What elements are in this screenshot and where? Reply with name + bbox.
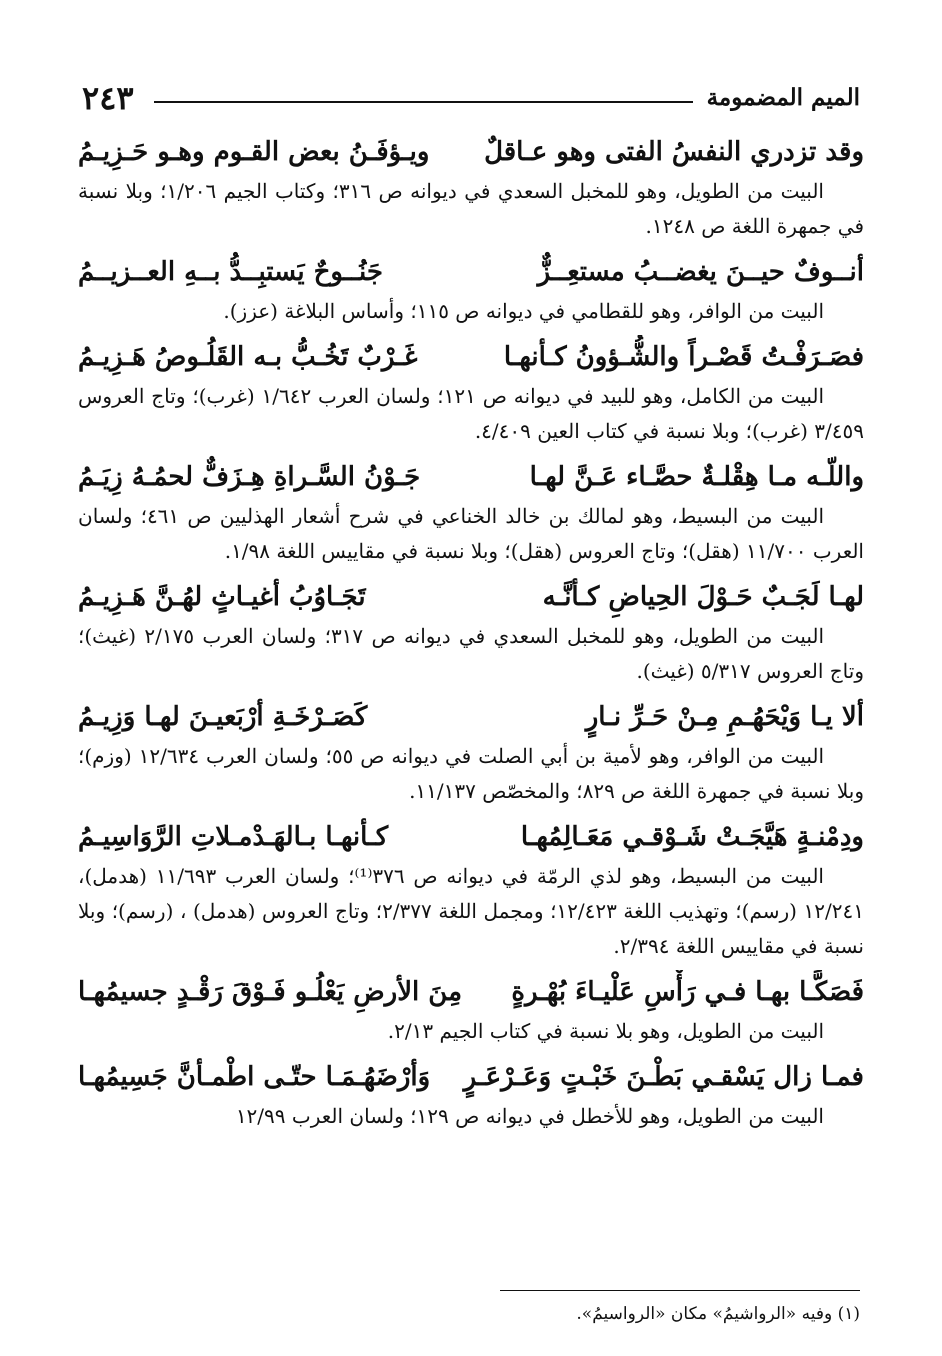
verse-line xyxy=(78,250,864,294)
verse-line xyxy=(78,130,864,174)
first-hemistich: فَصَكَّـا بهـا فـي رَأْسِ عَلْيـاءَ بُهْـرةٍ xyxy=(511,977,864,1007)
first-hemistich: فصَـرَفْـتُ قَصْـراً والشُّـؤونُ كـأنهـا xyxy=(503,342,864,372)
verse-line xyxy=(78,575,864,619)
first-hemistich: واللّـه مـا هِقْلـةٌ حصَّـاء عَـنَّ لهـا xyxy=(529,462,864,492)
second-hemistich: جَـوْنُ السَّـراةِ هِـزَفٌّ لحمُـهُ زِيَـمُ xyxy=(78,462,421,492)
second-hemistich: كَصَـرْخَـةِ أرْبَعيـنَ لهـا وَزِيـمُ xyxy=(78,702,368,732)
page-number: ٢٤٣ xyxy=(82,79,134,117)
second-hemistich: مِنَ الأرضِ يَعْلُـو فَـوْقَ رَقْـدٍ جسيمُهـا xyxy=(78,977,463,1007)
first-hemistich: وقد تزدري النفسُ الفتى وهو عـاقلٌ xyxy=(484,137,864,167)
footnote: (١) وفيه «الرواشيمُ» مكان «الرواسيمُ». xyxy=(576,1304,860,1324)
running-title: الميم المضمومة xyxy=(706,84,860,111)
verse-commentary: البيت من الكامل، وهو للبيد في ديوانه ص ١٢١؛ ولسان العرب ١/٦٤٢ (غرب)؛ وتاج العروس ٣/٤٥٩ (غرب)؛ وبلا نسبة في كتاب العين ٤/٤٠٩. xyxy=(78,384,864,443)
verse-line xyxy=(78,695,864,739)
first-hemistich: ألا يـا وَيْحَهُـمِ مِـنْ حَـرِّ نـارٍ xyxy=(585,702,864,732)
verse-commentary: البيت من الطويل، وهو للمخبل السعدي في ديوانه ص ٣١٧؛ ولسان العرب ٢/١٧٥ (غيث)؛ وتاج العروس ٥/٣١٧ (غيث). xyxy=(78,624,864,683)
header-rule xyxy=(154,101,693,103)
verse-commentary: البيت من البسيط، وهو لذي الرمّة في ديوانه ص ٣٧٦⁽¹⁾؛ ولسان العرب ١١/٦٩٣ (هدمل)، ١٢/٢٤١ (رسم)؛ وتهذيب اللغة ١٢/٤٢٣؛ ومجمل اللغة ٢/٣٧٧؛ وتاج العروس (هدمل) ، (رسم)؛ وبلا نسبة في مقاييس اللغة ٢/٣٩٤. xyxy=(78,864,864,958)
footnote-area xyxy=(78,1290,860,1329)
verse-entry xyxy=(78,1055,864,1134)
first-hemistich: فمـا زال يَسْقـي بَطْـنَ خَبْـتٍ وَعَـرْعَـرٍ xyxy=(463,1062,864,1092)
verse-line xyxy=(78,335,864,379)
second-hemistich: كـأنهـا بـالهَـدْمـلاتِ الرَّوَاسِيـمُ xyxy=(78,822,389,852)
verse-line xyxy=(78,1055,864,1099)
verse-entry xyxy=(78,335,864,449)
verse-entry xyxy=(78,815,864,964)
verse-commentary: البيت من البسيط، وهو لمالك بن خالد الخناعي في شرح أشعار الهذليين ص ٤٦١؛ ولسان العرب ١١/٧٠٠ (هقل)؛ وتاج العروس (هقل)؛ وبلا نسبة في مقاييس اللغة ١/٩٨. xyxy=(78,504,864,563)
first-hemistich: ودِمْنـةٍ هَيَّجَـتْ شَـوْقـي مَعَـالِمُهـا xyxy=(520,822,864,852)
page-header xyxy=(82,78,860,118)
second-hemistich: جَنُــوحٌ يَستبِــدُّ بــهِ العــزيــمُ xyxy=(78,257,383,287)
first-hemistich: لهـا لَجَـبٌ حَـوْلَ الحِياضِ كـأنَّـه xyxy=(542,582,864,612)
second-hemistich: ويـؤفَـنُ بعض القـوم وهـو حَـزِيـمُ xyxy=(78,137,430,167)
verse-line xyxy=(78,970,864,1014)
second-hemistich: وَأرْضَهُـمَـا حتّـى اطْمـأنَّ جَسِيمُهـا xyxy=(78,1062,431,1092)
verse-commentary: البيت من الوافر، وهو لأمية بن أبي الصلت في ديوانه ص ٥٥؛ ولسان العرب ١٢/٦٣٤ (وزم)؛ وبلا نسبة في جمهرة اللغة ص ٨٢٩؛ والمخصّص ١١/١٣٧. xyxy=(78,744,864,803)
second-hemistich: غَـرْبٌ تَخُـبُّ بـه القَلُـوصُ هَـزِيـمُ xyxy=(78,342,418,372)
verse-commentary: البيت من الطويل، وهو للمخبل السعدي في ديوانه ص ٣١٦؛ وكتاب الجيم ١/٢٠٦؛ وبلا نسبة في جمهرة اللغة ص ١٢٤٨. xyxy=(78,179,864,238)
second-hemistich: تَجَـاوُبُ أغيـاثٍ لهُـنَّ هَـزِيـمُ xyxy=(78,582,366,612)
verse-entry xyxy=(78,130,864,244)
verse-entry xyxy=(78,250,864,329)
verse-entry xyxy=(78,695,864,809)
verse-entry xyxy=(78,575,864,689)
verse-commentary: البيت من الطويل، وهو بلا نسبة في كتاب الجيم ٢/١٣. xyxy=(387,1019,824,1043)
verse-line xyxy=(78,815,864,859)
verse-entry xyxy=(78,455,864,569)
first-hemistich: أنــوفٌ حيــنَ يغضــبُ مستعِــزٌّ xyxy=(537,257,864,287)
verse-commentary: البيت من الوافر، وهو للقطامي في ديوانه ص ١١٥؛ وأساس البلاغة (عزز). xyxy=(223,299,824,323)
verse-line xyxy=(78,455,864,499)
page-content xyxy=(78,130,864,1140)
verse-commentary: البيت من الطويل، وهو للأخطل في ديوانه ص ١٢٩؛ ولسان العرب ١٢/٩٩ xyxy=(235,1104,824,1128)
verse-entry xyxy=(78,970,864,1049)
footnote-rule xyxy=(500,1290,860,1291)
